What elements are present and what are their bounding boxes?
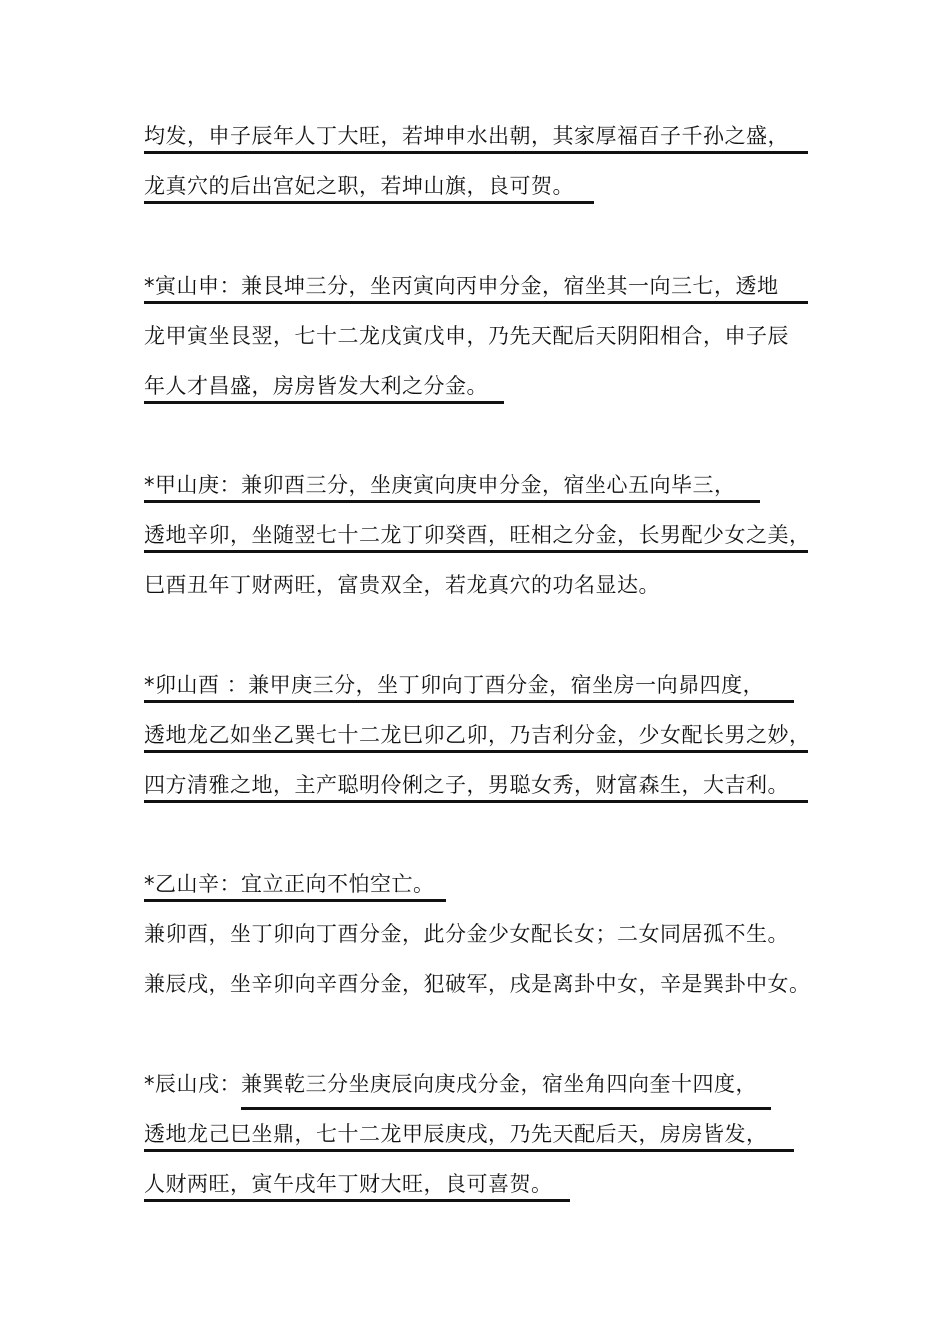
text-line: 均发，申子辰年人丁大旺，若坤申水出朝，其家厚福百子千孙之盛，	[144, 116, 789, 156]
text-line: 兼辰戌，坐辛卯向辛酉分金，犯破军，戌是离卦中女，辛是巽卦中女。	[144, 972, 811, 996]
section-heading-jia: *甲山庚：兼卯酉三分，坐庚寅向庚申分金，宿坐心五向毕三，	[144, 465, 736, 505]
text-line: 龙甲寅坐艮翌，七十二龙戊寅戊申，乃先天配后天阴阳相合，申子辰	[144, 324, 789, 348]
text-line: 兼卯酉，坐丁卯向丁酉分金，此分金少女配长女；二女同居孤不生。	[144, 922, 789, 946]
underlined-text: 兼巽乾三分坐庚辰向庚戌分金，宿坐角四向奎十四度，	[241, 1064, 757, 1104]
section-heading-mao: *卯山酉 ：兼甲庚三分，坐丁卯向丁酉分金，宿坐房一向昴四度，	[144, 665, 764, 705]
section-heading-yin: *寅山申：兼艮坤三分，坐丙寅向丙申分金，宿坐其一向三七，透地	[144, 266, 779, 306]
text-line: 人财两旺，寅午戌年丁财大旺，良可喜贺。	[144, 1164, 553, 1204]
section-heading-chen	[144, 1064, 757, 1104]
section-heading-yi: *乙山辛：宜立正向不怕空亡。	[144, 864, 435, 904]
text-line: 透地龙乙如坐乙巽七十二龙巳卯乙卯，乃吉利分金，少女配长男之妙，	[144, 715, 811, 755]
text-line: 透地辛卯，坐随翌七十二龙丁卯癸酉，旺相之分金，长男配少女之美，	[144, 515, 811, 555]
text-line: 龙真穴的后出宫妃之职，若坤山旗，良可贺。	[144, 166, 574, 206]
section-prefix: *辰山戌：	[144, 1072, 241, 1096]
text-line: 巳酉丑年丁财两旺，富贵双全，若龙真穴的功名显达。	[144, 573, 660, 597]
text-line: 年人才昌盛，房房皆发大利之分金。	[144, 366, 488, 406]
text-line: 四方清雅之地，主产聪明伶俐之子，男聪女秀，财富森生，大吉利。	[144, 765, 789, 805]
text-line: 透地龙己巳坐鼎，七十二龙甲辰庚戌，乃先天配后天，房房皆发，	[144, 1114, 768, 1154]
